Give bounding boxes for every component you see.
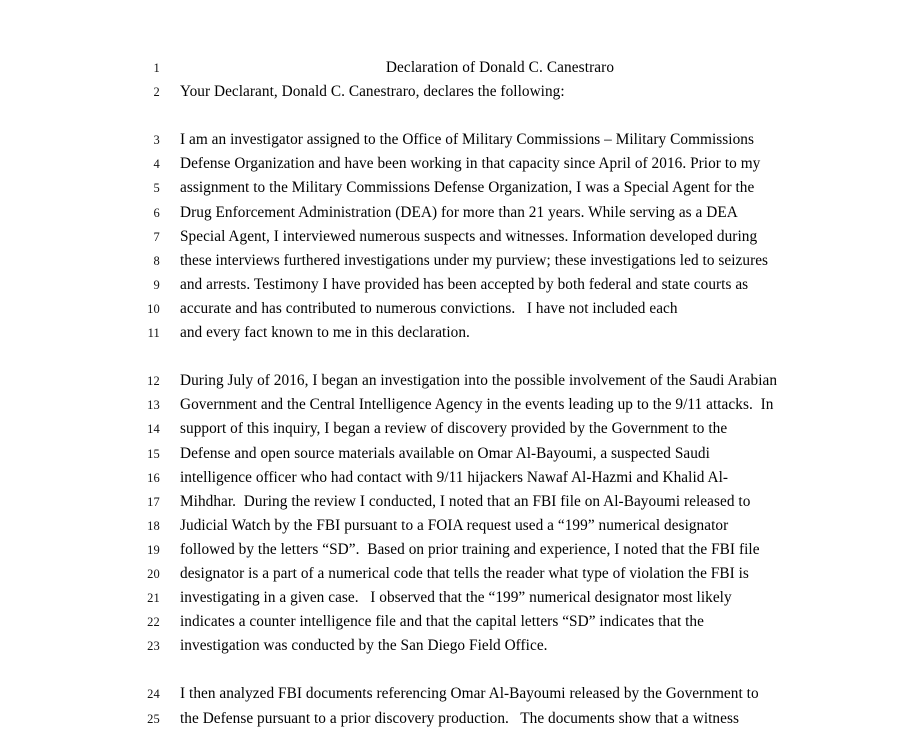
line-number: 1: [153, 61, 160, 75]
document-line: [0, 634, 900, 658]
line-number: 5: [153, 181, 160, 196]
line-number: 18: [147, 518, 160, 533]
line-number: 15: [147, 446, 160, 461]
line-text: Special Agent, I interviewed numerous suspects and witnesses. Information developed during: [180, 227, 758, 245]
line-text: intelligence officer who had contact with 9/11 hijackers Nawaf Al-Hazmi and Khalid Al-: [180, 468, 729, 486]
line-number: 2: [153, 85, 160, 100]
document-line: [0, 273, 900, 297]
document-line: [0, 152, 900, 176]
document-line: [0, 345, 900, 369]
line-number: 11: [147, 326, 160, 341]
line-number: 10: [147, 301, 160, 316]
line-text: Defense and open source materials available on Omar Al-Bayoumi, a suspected Saudi: [180, 444, 710, 462]
line-text: and every fact known to me in this declaration.: [180, 324, 470, 342]
document-line: [0, 393, 900, 417]
line-text: Defense Organization and have been working in that capacity since April of 2016. Prior to my: [180, 155, 761, 173]
line-number: 20: [147, 566, 160, 581]
line-number: 19: [147, 542, 160, 557]
document-title: Declaration of Donald C. Canestraro: [385, 59, 615, 76]
document-line: [0, 682, 900, 706]
line-number: 21: [147, 591, 160, 606]
line-text: indicates a counter intelligence file and that the capital letters “SD” indicates that the: [180, 613, 704, 631]
document-line: [0, 538, 900, 562]
line-text: I then analyzed FBI documents referencing Omar Al-Bayoumi released by the Government to: [180, 685, 759, 703]
line-number: 6: [153, 205, 160, 220]
line-text: I am an investigator assigned to the Office of Military Commissions – Military Commissions: [180, 131, 754, 149]
document-line: [0, 225, 900, 249]
line-text: investigation was conducted by the San Diego Field Office.: [180, 637, 548, 655]
document-line: [0, 369, 900, 393]
line-number: 25: [147, 711, 160, 726]
line-number: 24: [147, 687, 160, 702]
line-text: [160, 345, 900, 369]
document-line: [0, 201, 900, 225]
document-line: [0, 104, 900, 128]
document-line: [0, 321, 900, 345]
line-text: support of this inquiry, I began a review of discovery provided by the Government to the: [180, 420, 728, 438]
line-number: 12: [147, 374, 160, 389]
document-lines: [0, 80, 900, 731]
line-text: these interviews furthered investigations under my purview; these investigations led to seizures: [180, 251, 769, 269]
document-line: [0, 514, 900, 538]
line-text: Judicial Watch by the FBI pursuant to a FOIA request used a “199” numerical designator: [180, 516, 729, 534]
line-text: Mihdhar. During the review I conducted, I noted that an FBI file on Al-Bayoumi released to: [180, 492, 751, 510]
document-line: [0, 466, 900, 490]
document-line: [0, 249, 900, 273]
line-text: followed by the letters “SD”. Based on prior training and experience, I noted that the FBI file: [180, 540, 760, 558]
document-line: [0, 176, 900, 200]
line-text: Government and the Central Intelligence Agency in the events leading up to the 9/11 attacks. In: [180, 396, 774, 414]
document-line: [0, 707, 900, 731]
line-text: investigating in a given case. I observed that the “199” numerical designator most likely: [180, 589, 732, 607]
document-line: [0, 56, 900, 80]
document-line: [0, 490, 900, 514]
document-line: [0, 417, 900, 441]
document-line: [0, 610, 900, 634]
line-text: assignment to the Military Commissions Defense Organization, I was a Special Agent for the: [180, 179, 755, 197]
line-text: Drug Enforcement Administration (DEA) for more than 21 years. While serving as a DEA: [180, 203, 738, 221]
line-number: 13: [147, 398, 160, 413]
line-number: 7: [153, 229, 160, 244]
line-text: accurate and has contributed to numerous convictions. I have not included each: [180, 299, 678, 317]
document-line: [0, 562, 900, 586]
line-number: 3: [153, 133, 160, 148]
line-text: During July of 2016, I began an investigation into the possible involvement of the Saudi Arabian: [180, 372, 778, 390]
line-number: 14: [147, 422, 160, 437]
line-text: Your Declarant, Donald C. Canestraro, declares the following:: [180, 83, 565, 101]
line-text: and arrests. Testimony I have provided has been accepted by both federal and state courts as: [180, 275, 749, 293]
line-text: [160, 658, 900, 682]
document-line: [0, 442, 900, 466]
line-number: 4: [153, 157, 160, 172]
document-line: [0, 658, 900, 682]
document-line: [0, 128, 900, 152]
line-number: 8: [153, 253, 160, 268]
line-text: [160, 104, 900, 128]
document-line: [0, 297, 900, 321]
line-number: 23: [147, 639, 160, 654]
line-text: designator is a part of a numerical code that tells the reader what type of violation the FBI is: [180, 564, 749, 582]
document-line: [0, 586, 900, 610]
line-number: 16: [147, 470, 160, 485]
line-number: 9: [153, 277, 160, 292]
line-number: 17: [147, 494, 160, 509]
document-body: [0, 56, 900, 731]
line-text: the Defense pursuant to a prior discovery production. The documents show that a witness: [180, 709, 739, 727]
line-number: 22: [147, 615, 160, 630]
document-line: [0, 80, 900, 104]
